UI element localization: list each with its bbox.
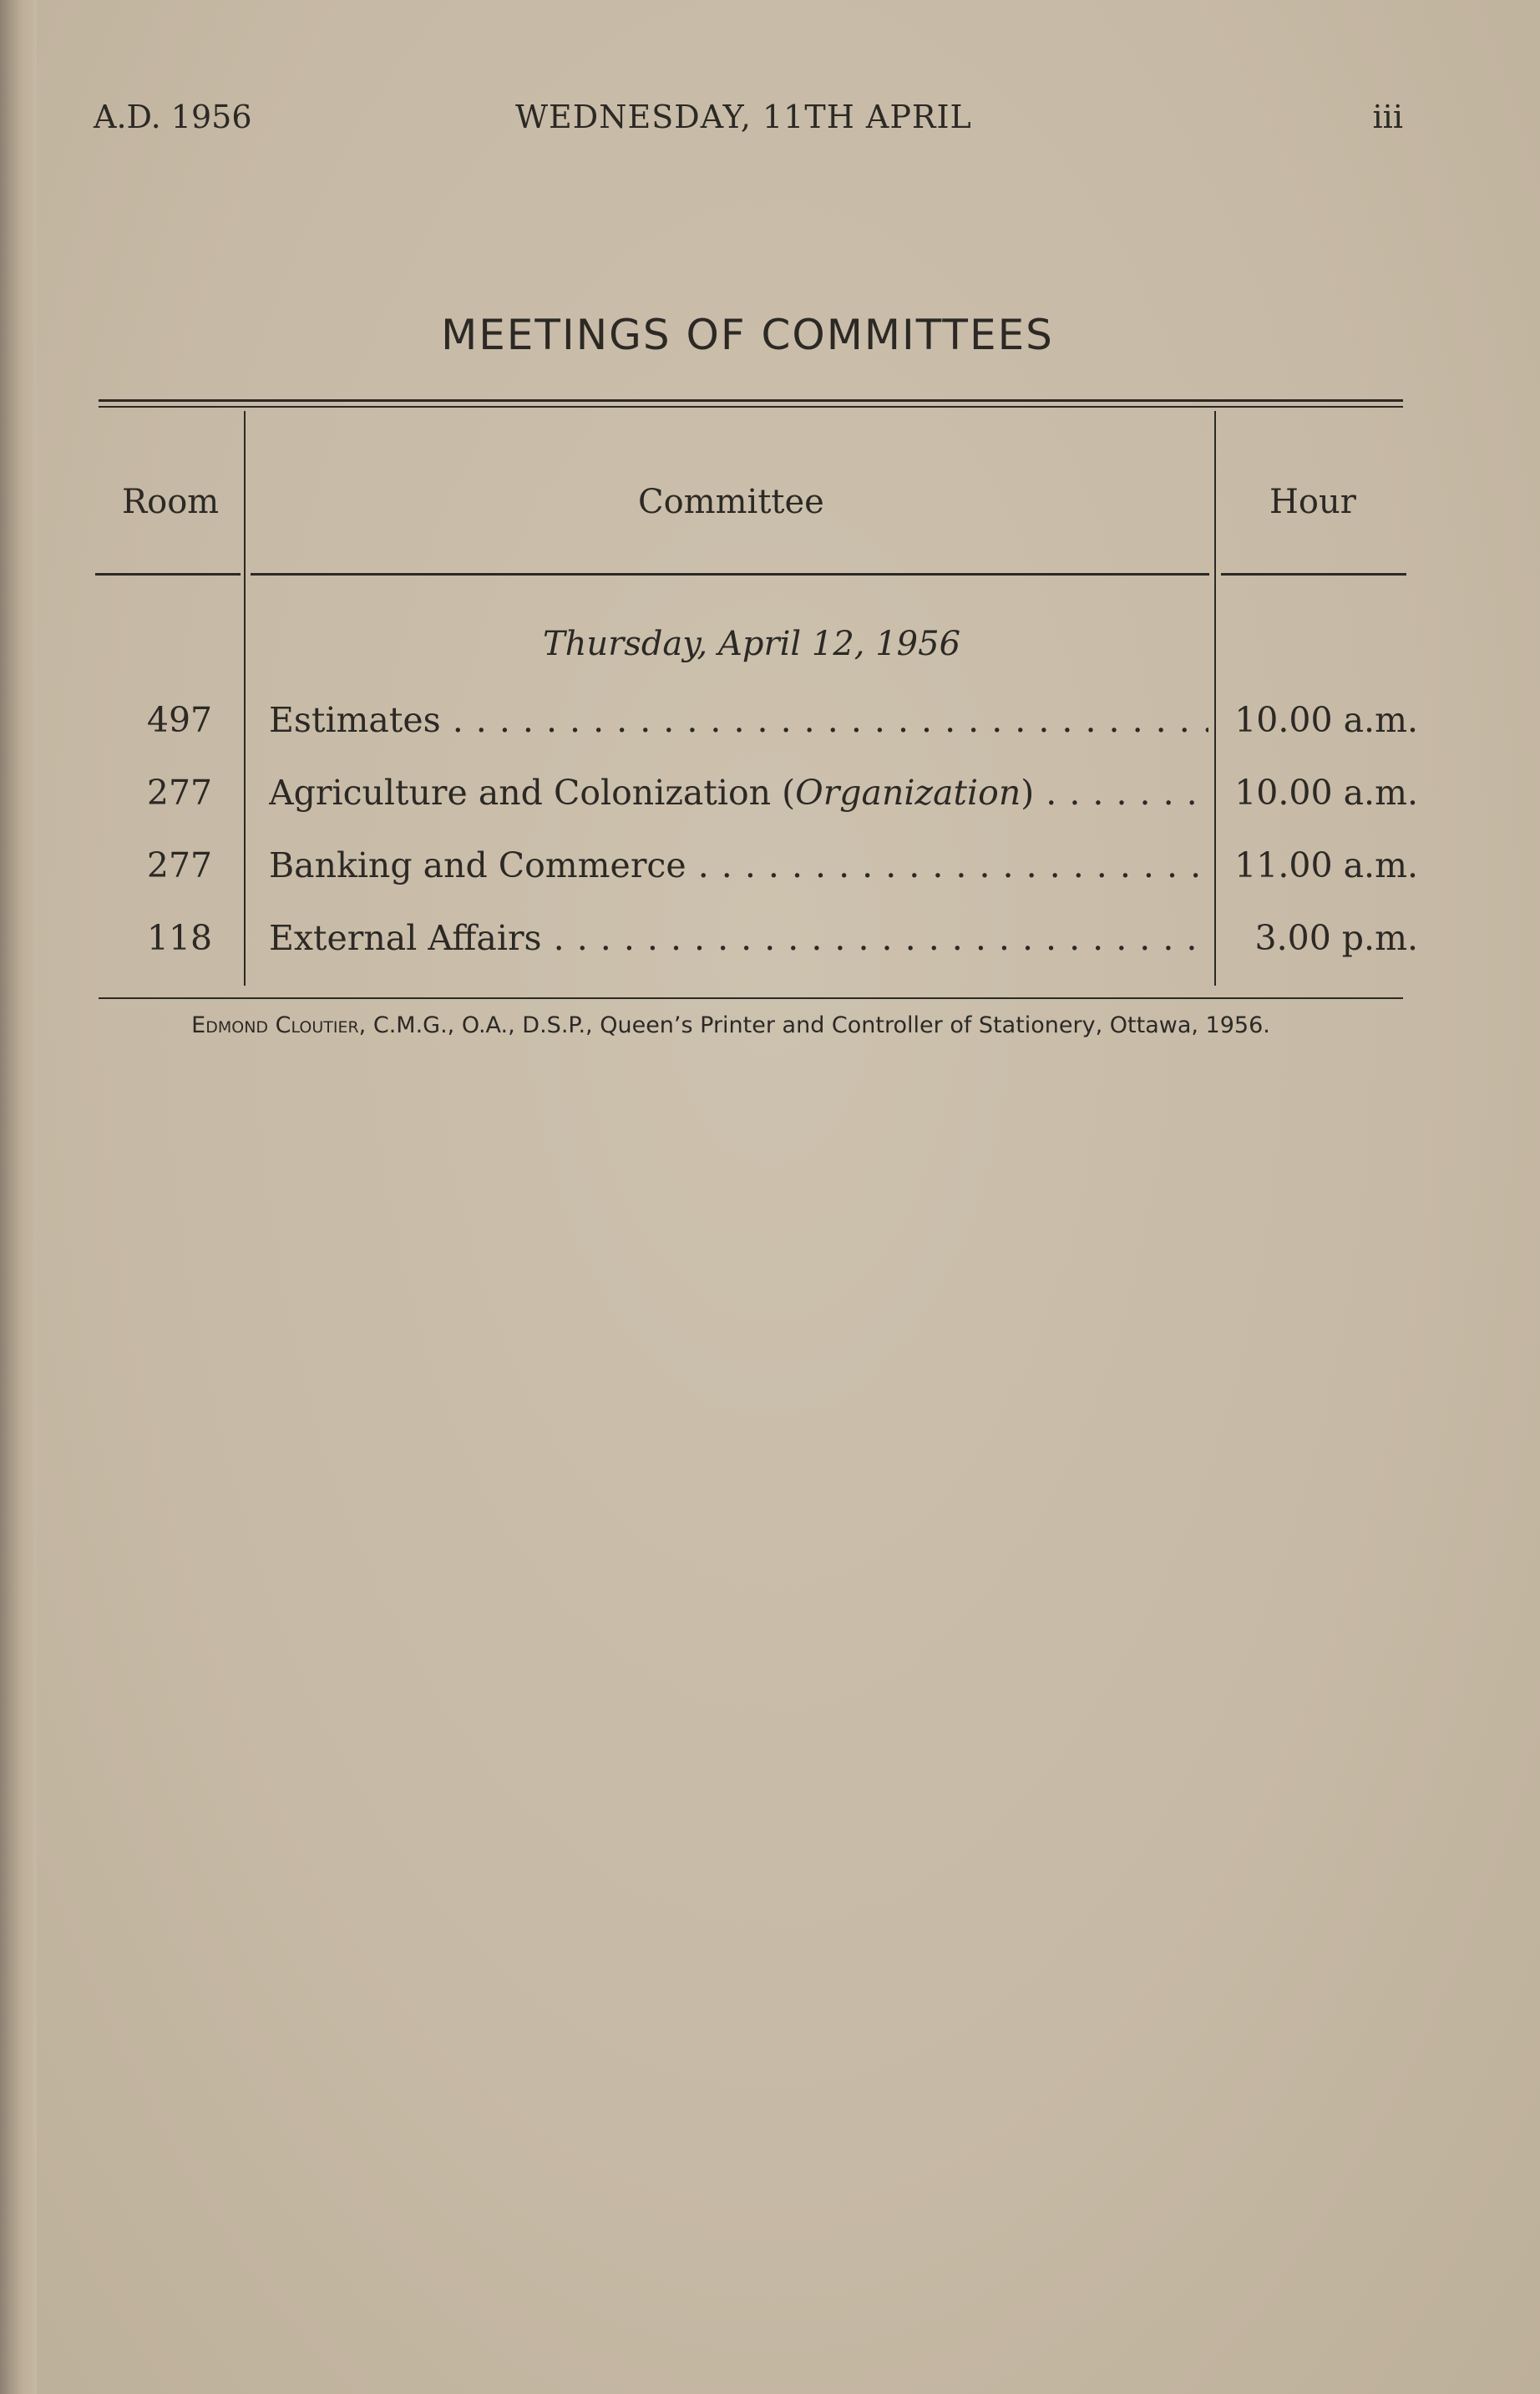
header-committee: Committee: [638, 483, 824, 521]
committee-name: Estimates . . .: [269, 700, 1208, 740]
room-number: 277: [146, 845, 213, 885]
committee-name: Banking and Commerce . . .: [269, 845, 1208, 885]
table-top-rule: [99, 399, 1403, 402]
column-divider-hour: [1214, 411, 1216, 986]
table-top-rule-inner: [99, 406, 1403, 408]
room-number: 118: [146, 918, 213, 958]
header-rule-hour: [1221, 573, 1406, 576]
header-room: Room: [122, 483, 220, 521]
running-head-year: A.D. 1956: [94, 99, 252, 135]
page-number: iii: [1372, 99, 1403, 135]
header-rule-room: [95, 573, 241, 576]
meeting-hour: 10.00 a.m.: [1234, 700, 1418, 740]
day-heading: Thursday, April 12, 1956: [542, 625, 961, 663]
table-row: [0, 918, 1540, 968]
table-bottom-rule: [99, 997, 1403, 999]
header-rule-committee: [251, 573, 1209, 576]
running-head-date: WEDNESDAY, 11TH APRIL: [515, 99, 972, 135]
room-number: 277: [146, 773, 213, 813]
column-divider-room: [244, 411, 246, 986]
meeting-hour: 11.00 a.m.: [1234, 845, 1418, 885]
meeting-hour: 10.00 a.m.: [1234, 773, 1418, 813]
table-row: [0, 700, 1540, 750]
printer-details: , C.M.G., O.A., D.S.P., Queen’s Printer and Controller of Stationery, Ottawa, 1956.: [358, 1012, 1270, 1038]
room-number: 497: [146, 700, 213, 740]
table-row: [0, 845, 1540, 895]
page-title: MEETINGS OF COMMITTEES: [441, 311, 1054, 359]
committee-name: External Affairs . . .: [269, 918, 1208, 958]
meeting-hour: 3.00 p.m.: [1254, 918, 1418, 958]
running-head: [94, 99, 1403, 140]
committee-name: Agriculture and Colonization (Organization) . . .: [269, 773, 1208, 813]
table-row: [0, 773, 1540, 823]
committee-note: Organization: [795, 773, 1021, 813]
printer-name: Edmond Cloutier: [191, 1012, 359, 1038]
printer-imprint: [0, 1012, 1461, 1038]
header-hour: Hour: [1269, 483, 1356, 521]
